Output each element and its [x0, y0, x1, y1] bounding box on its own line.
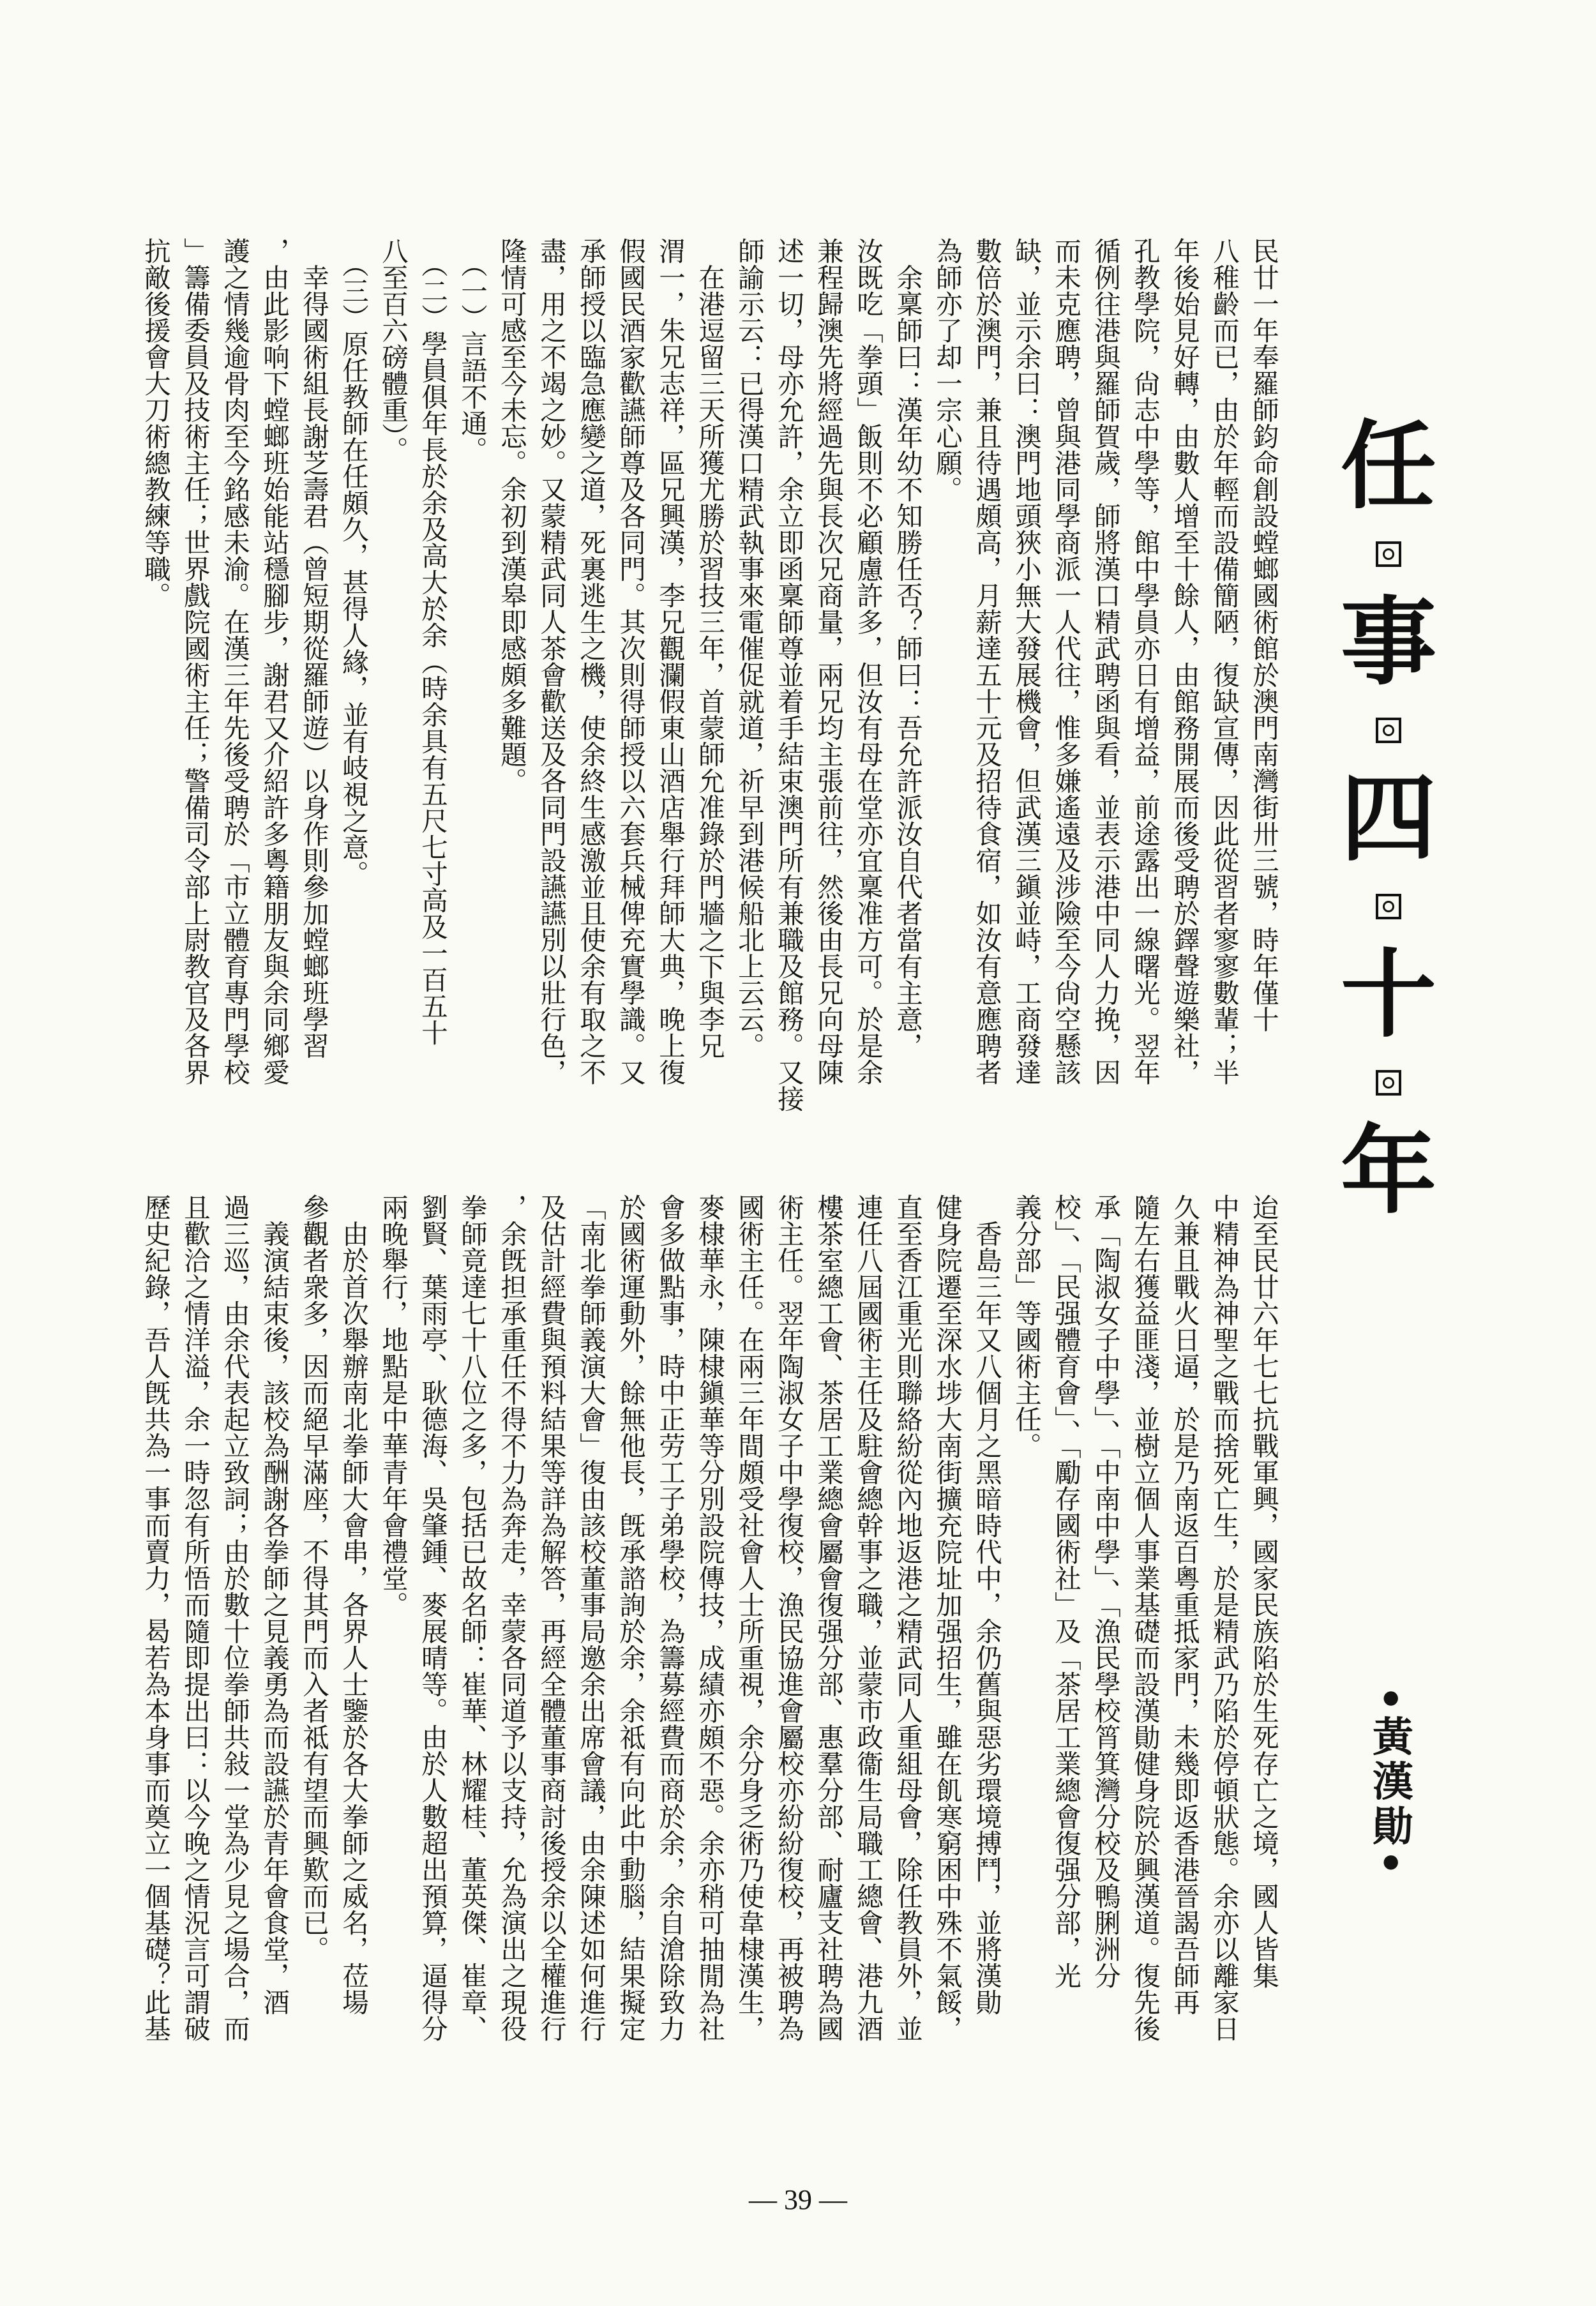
text-column: 民廿一年奉羅師鈞命創設螳螂國術館於澳門南灣街卅三號，時年僅十: [1248, 237, 1279, 1032]
title-char: 四: [1340, 762, 1436, 875]
text-column: 而未克應聘，曾與港同學商派一人代往，惟多嫌遙遠及涉險至今尙空懸該: [1050, 237, 1081, 1085]
text-column: 護之情幾逾骨肉至今銘感未渝。在漢三年先後受聘於「市立體育專門學校: [219, 237, 250, 1085]
text-column: 兼程歸澳先將經過先與長次兄商量，兩兄均主張前往，然後由長兄向母陳: [813, 237, 844, 1085]
text-column: 連任八屆國術主任及駐會總幹事之職，並蒙市政衞生局職工總會、港九酒: [852, 1194, 884, 2042]
title-char: 十: [1340, 938, 1436, 1051]
author-name: •黃漢勛•: [1366, 1685, 1413, 1880]
text-column: 會多做點事，時中正劳工子弟學校，為籌募經費而商於余，余自滄除致力: [654, 1194, 686, 2042]
square-circle-separator-icon: [1376, 1070, 1401, 1096]
text-column: 假國民酒家歡讌師尊及各同門。其次則得師授以六套兵械俾充實學識。又: [615, 237, 646, 1085]
text-column: 由於首次舉辦南北拳師大會串，各界人士鑒於各大拳師之威名，莅場: [338, 1194, 369, 2016]
text-column: 義分部」等國術主任。: [1011, 1194, 1042, 1459]
text-column: 循例往港與羅師賀歲，師將漢口精武聘函與看，並表示港中同人力挽，因: [1090, 237, 1121, 1085]
title-char: 事: [1340, 586, 1436, 698]
text-column: 樓茶室總工會、茶居工業總會屬會復强分部、惠羣分部、耐廬支社聘為國: [813, 1194, 844, 2042]
square-circle-separator-icon: [1376, 541, 1401, 567]
text-column: 隆情可感至今未忘。余初到漢皋即感頗多難題。: [496, 237, 527, 794]
text-column: 術主任。翌年陶淑女子中學復校，漁民協進會屬校亦紛紛復校，再被聘為: [773, 1194, 804, 2042]
text-column: 參觀者衆多，因而絕早滿座，不得其門而入者祗有望而興歎而已。: [298, 1194, 329, 1963]
text-column: 香島三年又八個月之黑暗時代中，余仍舊與惡劣環境搏鬥，並將漢勛: [971, 1194, 1002, 2016]
text-column: 歷史紀錄，吾人旣共為一事而賣力，曷若為本身事而奠立一個基礎？此基: [140, 1194, 171, 2042]
text-column: 承師授以臨急應變之道，死裏逃生之機，使余終生感激並且使余有取之不: [575, 237, 606, 1085]
text-column: 國術主任。在兩三年間頗受社會人士所重視，余分身乏術乃使韋棣漢生，: [734, 1194, 765, 2042]
text-column: 過三巡，由余代表起立致詞；由於數十位拳師共敍一堂為少見之場合，而: [219, 1194, 250, 2042]
text-column: 迨至民廿六年七七抗戰軍興，國家民族陷於生死存亡之境，國人皆集: [1248, 1194, 1279, 1989]
text-column: 校」、「民强體育會」、「勵存國術社」及「茶居工業總會復强分部，光: [1050, 1194, 1081, 1989]
text-column: 盡，用之不竭之妙。又蒙精武同人茶會歡送及各同門設讌讌別以壯行色，: [536, 237, 567, 1085]
text-column: 麥棣華永，陳棣鎭華等分別設院傳技，成績亦頗不惡。余亦稍可抽閒為社: [694, 1194, 725, 2042]
text-column: 述一切，母亦允許，余立即函稟師尊並着手結束澳門所有兼職及館務。又接: [773, 237, 804, 1112]
text-column: 且歡洽之情洋溢，余一時忽有所悟而隨即提出曰：以今晚之情況言可謂破: [179, 1194, 211, 2042]
text-column: （一）言語不通。: [456, 237, 488, 463]
text-column: 承「陶淑女子中學」、「中南中學」、「漁民學校筲箕灣分校及鴨脷洲分: [1090, 1194, 1121, 1989]
text-column: ，由此影响下螳螂班始能站穩腳步，謝君又介紹許多粵籍朋友與余同鄉愛: [259, 237, 290, 1085]
text-column: 年後始見好轉，由數人增至十餘人，由館務開展而後受聘於鐸聲遊樂社，: [1169, 237, 1200, 1085]
title-char: 任: [1340, 410, 1436, 522]
text-column: 中精神為神聖之戰而捨死亡生，於是精武乃陷於停頓狀態。余亦以離家日: [1208, 1194, 1240, 2042]
text-column: 抗敵後援會大刀術總教練等職。: [140, 237, 171, 608]
text-column: 渭一，朱兄志祥，區兄興漢，李兄觀瀾假東山酒店舉行拜師大典，晚上復: [654, 237, 686, 1085]
text-column: 直至香江重光則聯絡紛從內地返港之精武同人重組母會，除任教員外，並: [892, 1194, 923, 2042]
text-column: 幸得國術組長謝芝壽君（曾短期從羅師遊）以身作則參加螳螂班學習: [298, 237, 329, 1059]
text-column: 缺，並示余曰：澳門地頭狹小無大發展機會，但武漢三鎭並峙，工商發達: [1011, 237, 1042, 1085]
text-column: 隨左右獲益匪淺，並樹立個人事業基礎而設漢勛健身院於興漢道。復先後: [1129, 1194, 1161, 2042]
text-column: 健身院遷至深水埗大南街擴充院址加强招生，雖在飢寒窮困中殊不氣餒，: [931, 1194, 963, 2042]
text-column: 「南北拳師義演大會」復由該校董事局邀余出席會議，由余陳述如何進行: [575, 1194, 606, 2042]
text-column: 余稟師曰：漢年幼不知勝任否？師曰：吾允許派汝自代者當有主意，: [892, 237, 923, 1059]
text-column: 為師亦了却一宗心願。: [931, 237, 963, 502]
article-title: [1331, 410, 1446, 1227]
square-circle-separator-icon: [1376, 718, 1401, 743]
text-column: 及估計經費與預料結果等詳為解答，再經全體董事商討後授余以全權進行: [536, 1194, 567, 2042]
text-column: 八至百六磅體重）。: [377, 237, 409, 463]
text-column: 孔教學院，尙志中學等，館中學員亦日有增益，前途露出一線曙光。翌年: [1129, 237, 1161, 1085]
text-column: ，余旣担承重任不得不力為奔走，幸蒙各同道予以支持，允為演出之現役: [496, 1194, 527, 2042]
text-column: 久兼且戰火日逼，於是乃南返百粵重抵家門，未幾即返香港晉謁吾師再: [1169, 1194, 1200, 2016]
text-column: 拳師竟達七十八位之多，包括已故名師：崔華、林耀桂、董英傑、崔章、: [456, 1194, 488, 2042]
body-text-top: [89, 237, 1283, 1125]
text-column: 兩晚舉行，地點是中華青年會禮堂。: [377, 1194, 409, 1618]
title-char: 年: [1340, 1115, 1436, 1227]
page-number: — 39 —: [749, 2184, 847, 2215]
text-column: 數倍於澳門，兼且待遇頗高，月薪達五十元及招待食宿，如汝有意應聘者: [971, 237, 1002, 1085]
text-column: 師諭示云：已得漢口精武執事來電催促就道，祈早到港候船北上云云。: [734, 237, 765, 1059]
text-column: （二）學員俱年長於余及高大於余（時余具有五尺七寸高及一百五十: [417, 237, 448, 1046]
text-column: 劉賢、葉雨亭、耿德海、吳肇鍾、麥展晴等。由於人數超出預算，逼得分: [417, 1194, 448, 2042]
text-column: 八稚齡而已，由於年輕而設備簡陋，復缺宣傳，因此從習者寥寥數輩；半: [1208, 237, 1240, 1085]
text-column: 在港逗留三天所獲尤勝於習技三年，首蒙師允准錄於門牆之下與李兄: [694, 237, 725, 1059]
body-text-bottom: [89, 1194, 1283, 2043]
square-circle-separator-icon: [1376, 894, 1401, 919]
text-column: 義演結束後，該校為酬謝各拳師之見義勇為而設讌於青年會食堂，酒: [259, 1194, 290, 2016]
text-column: 於國術運動外，餘無他長，旣承諮詢於余，余祗有向此中動腦，結果擬定: [615, 1194, 646, 2042]
text-column: 」籌備委員及技術主任；世界戲院國術主任；警備司令部上尉教官及各界: [179, 237, 211, 1085]
text-column: 汝既吃「拳頭」飯則不必顧慮許多，但汝有母在堂亦宜稟准方可。於是余: [852, 237, 884, 1085]
text-column: （三）原任教師在任頗久，甚得人緣，並有岐視之意。: [338, 237, 369, 887]
